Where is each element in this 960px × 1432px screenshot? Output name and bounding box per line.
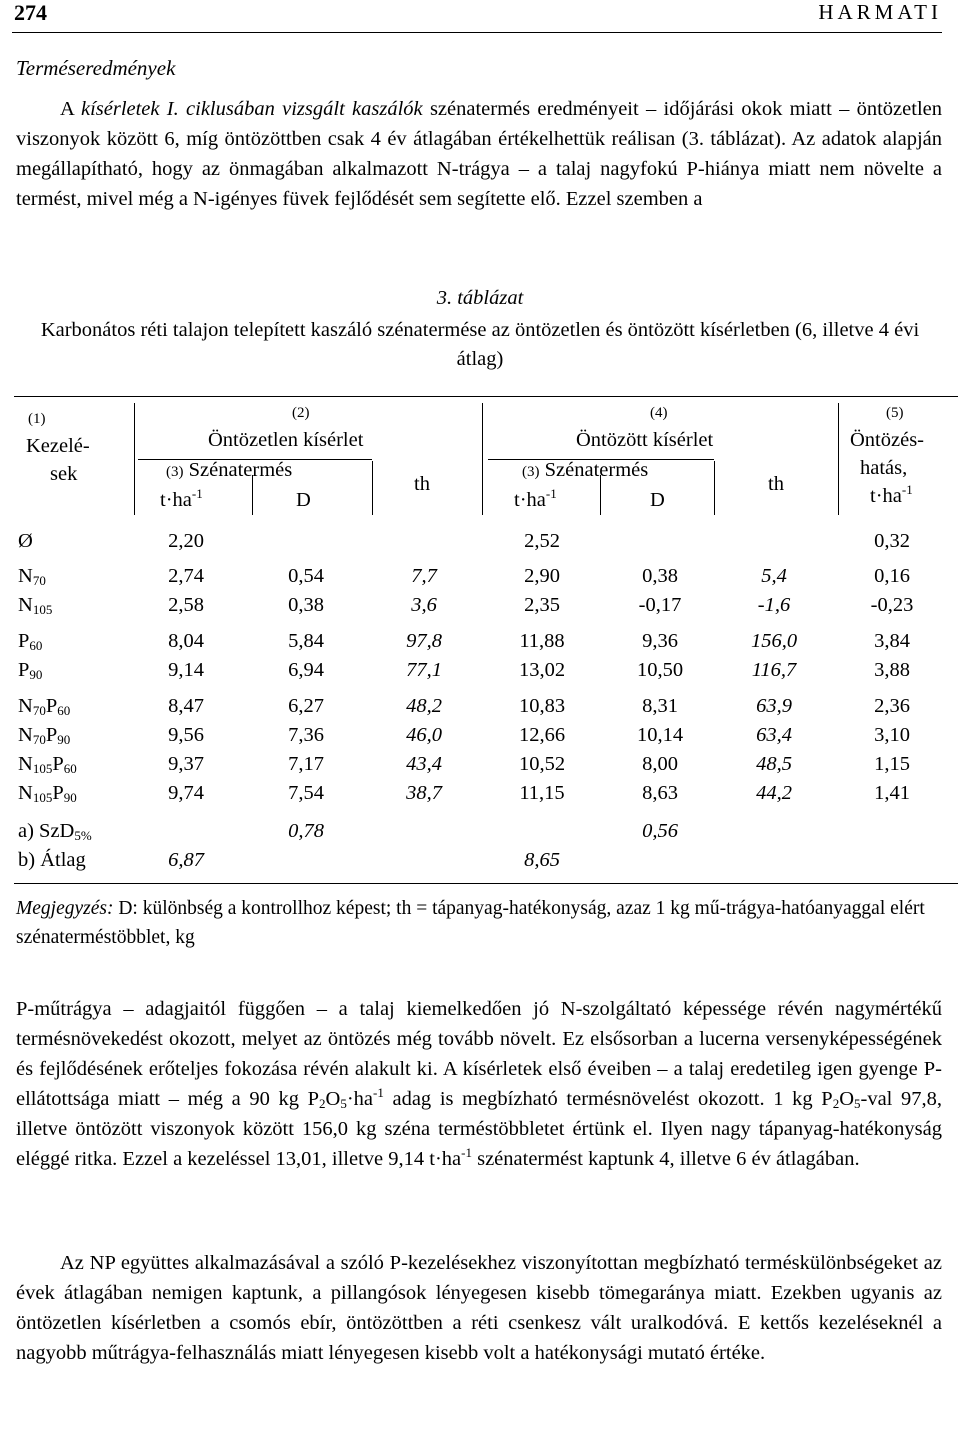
p2-mid1: O xyxy=(325,1088,341,1110)
yield-header-unirrigated xyxy=(166,459,292,482)
row-label xyxy=(18,695,70,718)
group2-title: Öntözetlen kísérlet xyxy=(208,429,364,451)
row-label-base: N xyxy=(18,753,33,775)
table-cell: 63,4 xyxy=(756,724,792,746)
table-cell: 5,4 xyxy=(761,565,787,587)
row-label-sub2: 60 xyxy=(57,703,71,718)
th-header: th xyxy=(768,473,784,495)
table-note xyxy=(16,894,942,952)
unit-exp: -1 xyxy=(191,486,203,501)
row-label-base: N xyxy=(18,782,33,804)
page-number: 274 xyxy=(14,0,47,25)
szd-value-irrigated: 0,56 xyxy=(642,820,678,842)
paragraph-1-text: szénatermés eredményeit – időjárási okok miatt – öntözetlen viszonyok között 6, míg öntözöttben csak 4 év átlagában értékelhettük reálisan (3. táblázat). Az adatok alapján megállapítható, hogy az önmagában alkalmazott N-trágya – a talaj nagyfokú P-hiánya miatt nem növelte a termést, mivel még a N-igényes füvek fejlődését sem segítette elő. Ezzel szemben a xyxy=(16,98,942,210)
col5-unit: t·ha xyxy=(870,485,902,507)
yield-number: (3) xyxy=(522,464,540,480)
table-cell: 2,20 xyxy=(168,530,204,552)
row-label-base: N xyxy=(18,724,33,746)
p2-part4: -val 97,8, illetve öntözött viszonyok között 156,0 kg széna terméstöbbletet értünk el. Ilyen nagy tápanyag-hatékonyság eléggé ritka. Ezzel a kezeléssel 13,01, illetve 9,14 t·ha xyxy=(16,1088,943,1170)
table-cell: 9,56 xyxy=(168,724,204,746)
p2-sup1: -1 xyxy=(373,1085,384,1100)
unit-header xyxy=(160,486,203,512)
table-cell: 3,88 xyxy=(874,659,910,681)
col1-header-line1: Kezelé- xyxy=(26,435,90,457)
table-cell: 156,0 xyxy=(750,630,798,652)
row-label-base: P xyxy=(18,659,30,681)
row-label-sub: 105 xyxy=(32,602,53,617)
szd-sub: 5% xyxy=(74,828,92,843)
table-cell: 116,7 xyxy=(751,659,797,681)
table-cell: 63,9 xyxy=(756,695,792,717)
table-cell: 8,47 xyxy=(168,695,204,717)
row-label-sub: 70 xyxy=(32,703,46,718)
p2-part2: ·ha xyxy=(346,1088,373,1110)
unit-exp: -1 xyxy=(901,482,913,497)
table-cell: 0,16 xyxy=(874,565,910,587)
avg-value-irrigated: 8,65 xyxy=(524,849,560,871)
col5-header-line2: hatás, xyxy=(860,457,908,479)
row-label-sub: 90 xyxy=(29,667,43,682)
table-cell: 9,14 xyxy=(168,659,204,681)
table-cell: 1,41 xyxy=(874,782,910,804)
row-label-sub: 70 xyxy=(32,732,46,747)
table-cell: 77,1 xyxy=(406,659,442,681)
p2-part3: adag is megbízható termésnövelést okozott. 1 kg P xyxy=(383,1088,833,1110)
row-label-base: P xyxy=(18,630,30,652)
table-cell: 44,2 xyxy=(756,782,792,804)
yield-number: (3) xyxy=(166,464,184,480)
th-header: th xyxy=(414,473,430,495)
row-label-sub2: 90 xyxy=(63,790,77,805)
col5-header-line3 xyxy=(870,482,913,508)
table-cell: 8,63 xyxy=(642,782,678,804)
table-cell: 8,04 xyxy=(168,630,204,652)
table-cell: 3,6 xyxy=(411,594,437,616)
table-cell: 3,84 xyxy=(874,630,910,652)
yield-label: Szénatermés xyxy=(188,459,293,481)
table-cell: 1,15 xyxy=(874,753,910,775)
table-cell: -0,23 xyxy=(870,594,914,616)
row-label-base2: P xyxy=(52,782,64,804)
szd-text: a) SzD xyxy=(18,820,75,842)
page-header xyxy=(12,2,942,33)
d-header: D xyxy=(650,489,665,511)
row-label xyxy=(18,753,77,776)
row-label-base: N xyxy=(18,695,33,717)
table-cell: 0,38 xyxy=(288,594,324,616)
table-cell: 7,54 xyxy=(288,782,324,804)
row-label xyxy=(18,630,42,653)
group4-title: Öntözött kísérlet xyxy=(576,429,714,451)
row-label-base2: P xyxy=(45,724,58,746)
table-cell: 48,2 xyxy=(406,695,442,717)
row-label xyxy=(18,594,52,617)
szd-value-unirrigated: 0,78 xyxy=(288,820,324,842)
paragraph-1-italic: kísérletek I. ciklusában vizsgált kaszálók xyxy=(80,98,423,120)
szd-label xyxy=(18,820,92,843)
section-title: Terméseredmények xyxy=(16,56,176,80)
col1-header-line2: sek xyxy=(50,463,78,485)
row-label xyxy=(18,530,33,553)
table-cell: 7,7 xyxy=(411,565,437,587)
table-cell: 38,7 xyxy=(406,782,442,804)
p2-mid2: O xyxy=(839,1088,854,1110)
table-cell: 2,52 xyxy=(524,530,560,552)
table-cell: 46,0 xyxy=(406,724,442,746)
yield-label: Szénatermés xyxy=(544,459,649,481)
table-divider xyxy=(482,403,483,515)
table-divider xyxy=(372,461,373,515)
unit-header xyxy=(514,486,557,512)
table-cell: 2,58 xyxy=(168,594,204,616)
table-divider xyxy=(134,403,135,515)
row-label xyxy=(18,782,77,805)
table-cell: 11,15 xyxy=(519,782,565,804)
row-label-sub: 105 xyxy=(32,761,53,776)
group4-number: (4) xyxy=(650,405,668,421)
paragraph-1 xyxy=(16,94,942,214)
col5-header-line1: Öntözés- xyxy=(850,429,925,451)
table-cell: 10,14 xyxy=(636,724,684,746)
table-title-text: Karbonátos réti talajon telepített kaszáló szénatermése az öntözetlen és öntözött kísérletben (6, illetve 4 évi átlag) xyxy=(40,319,920,370)
row-label xyxy=(18,565,46,588)
table-cell: 9,36 xyxy=(642,630,678,652)
unit-exp: -1 xyxy=(545,486,557,501)
col5-number: (5) xyxy=(886,405,904,421)
p2-sub3: 2 xyxy=(832,1096,840,1111)
table-cell: 10,52 xyxy=(518,753,566,775)
row-label-base2: P xyxy=(52,753,64,775)
yield-header-irrigated xyxy=(522,459,648,482)
p2-sub1: 2 xyxy=(319,1096,326,1111)
table-cell: 2,35 xyxy=(524,594,560,616)
table-cell: 0,38 xyxy=(642,565,678,587)
table-cell: 8,00 xyxy=(642,753,678,775)
table-cell: 7,17 xyxy=(288,753,324,775)
running-head: HARMATI xyxy=(818,0,942,24)
table-divider xyxy=(714,461,715,515)
note-label: Megjegyzés: xyxy=(16,898,114,919)
table-cell: 11,88 xyxy=(519,630,565,652)
unit-text: t·ha xyxy=(514,489,546,511)
table-title xyxy=(0,316,960,374)
table-cell: 2,74 xyxy=(168,565,204,587)
row-label xyxy=(18,724,70,747)
table-cell: 5,84 xyxy=(288,630,324,652)
table-cell: 12,66 xyxy=(518,724,566,746)
p2-sub2: 5 xyxy=(340,1096,347,1111)
table-divider xyxy=(838,403,839,515)
table-cell: 10,50 xyxy=(636,659,684,681)
table-cell: 6,27 xyxy=(288,695,324,717)
row-label xyxy=(18,659,42,682)
paragraph-1-lead: A xyxy=(60,98,81,120)
row-label-sub2: 90 xyxy=(57,732,71,747)
row-label-base: N xyxy=(18,565,33,587)
table-cell: 8,31 xyxy=(642,695,678,717)
table-cell: -1,6 xyxy=(757,594,791,616)
p2-part5: szénatermést kaptunk 4, illetve 6 év átlagában. xyxy=(471,1148,860,1170)
row-label-base2: P xyxy=(45,695,58,717)
table-cell: 7,36 xyxy=(288,724,324,746)
table-cell: 13,02 xyxy=(518,659,566,681)
table-cell: 3,10 xyxy=(874,724,910,746)
note-text: D: különbség a kontrollhoz képest; th = tápanyag-hatékonyság, azaz 1 kg mű-trágya-hatóanyaggal elért szénaterméstöbblet, kg xyxy=(16,898,925,948)
data-table xyxy=(14,396,958,884)
table-cell: 48,5 xyxy=(756,753,792,775)
avg-label: b) Átlag xyxy=(18,849,86,871)
table-cell: 97,8 xyxy=(406,630,442,652)
p2-sup2: -1 xyxy=(461,1145,472,1160)
group2-number: (2) xyxy=(292,405,310,421)
avg-value-unirrigated: 6,87 xyxy=(168,849,204,871)
unit-text: t·ha xyxy=(160,489,192,511)
paragraph-2 xyxy=(16,994,942,1174)
table-cell: 43,4 xyxy=(406,753,442,775)
table-cell: 6,94 xyxy=(288,659,324,681)
p2-part1: P-műtrágya – adagjaitól függően – a talaj kiemelkedően jó N-szolgáltató képessége révén nagymértékű termésnövekedést okozott, melyet az öntözés még tovább növelt. Ez elsősorban a lucerna versenyképességének és fejlődésének erőteljes fokozása révén alakult ki. A kísérletek első éveiben – a talaj eredetileg igen gyenge P-ellátottsága miatt – még a 90 kg P xyxy=(16,998,942,1110)
table-cell: 10,83 xyxy=(518,695,566,717)
paragraph-3: Az NP együttes alkalmazásával a szóló P-kezelésekhez viszonyítottan megbízható terméskülönbségeket az évek átlagában nemigen kaptunk, a pillangósok lényegesen kisebb tömegaránya miatt. Ezekben ugyanis az öntözetlen kísérletben a csomós ebír, öntözöttben a réti csenkesz vált uralkodóvá. E kettős kezeléseknél a nagyobb műtrágya-felhasználás miatt lényegesen kisebb volt a hatékonysági mutató értéke. xyxy=(16,1252,942,1364)
table-cell: 0,54 xyxy=(288,565,324,587)
table-cell: 2,90 xyxy=(524,565,560,587)
table-cell: -0,17 xyxy=(638,594,682,616)
row-label-base: Ø xyxy=(18,530,33,552)
table-label: 3. táblázat xyxy=(436,287,524,309)
col1-number: (1) xyxy=(28,411,46,427)
row-label-sub: 70 xyxy=(32,573,46,588)
row-label-sub2: 60 xyxy=(63,761,77,776)
table-cell: 2,36 xyxy=(874,695,910,717)
table-cell: 9,37 xyxy=(168,753,204,775)
table-cell: 9,74 xyxy=(168,782,204,804)
row-label-sub: 105 xyxy=(32,790,53,805)
row-label-sub: 60 xyxy=(29,638,43,653)
row-label-base: N xyxy=(18,594,33,616)
p2-sub4: 5 xyxy=(854,1096,861,1111)
table-cell: 0,32 xyxy=(874,530,910,552)
d-header: D xyxy=(296,489,311,511)
